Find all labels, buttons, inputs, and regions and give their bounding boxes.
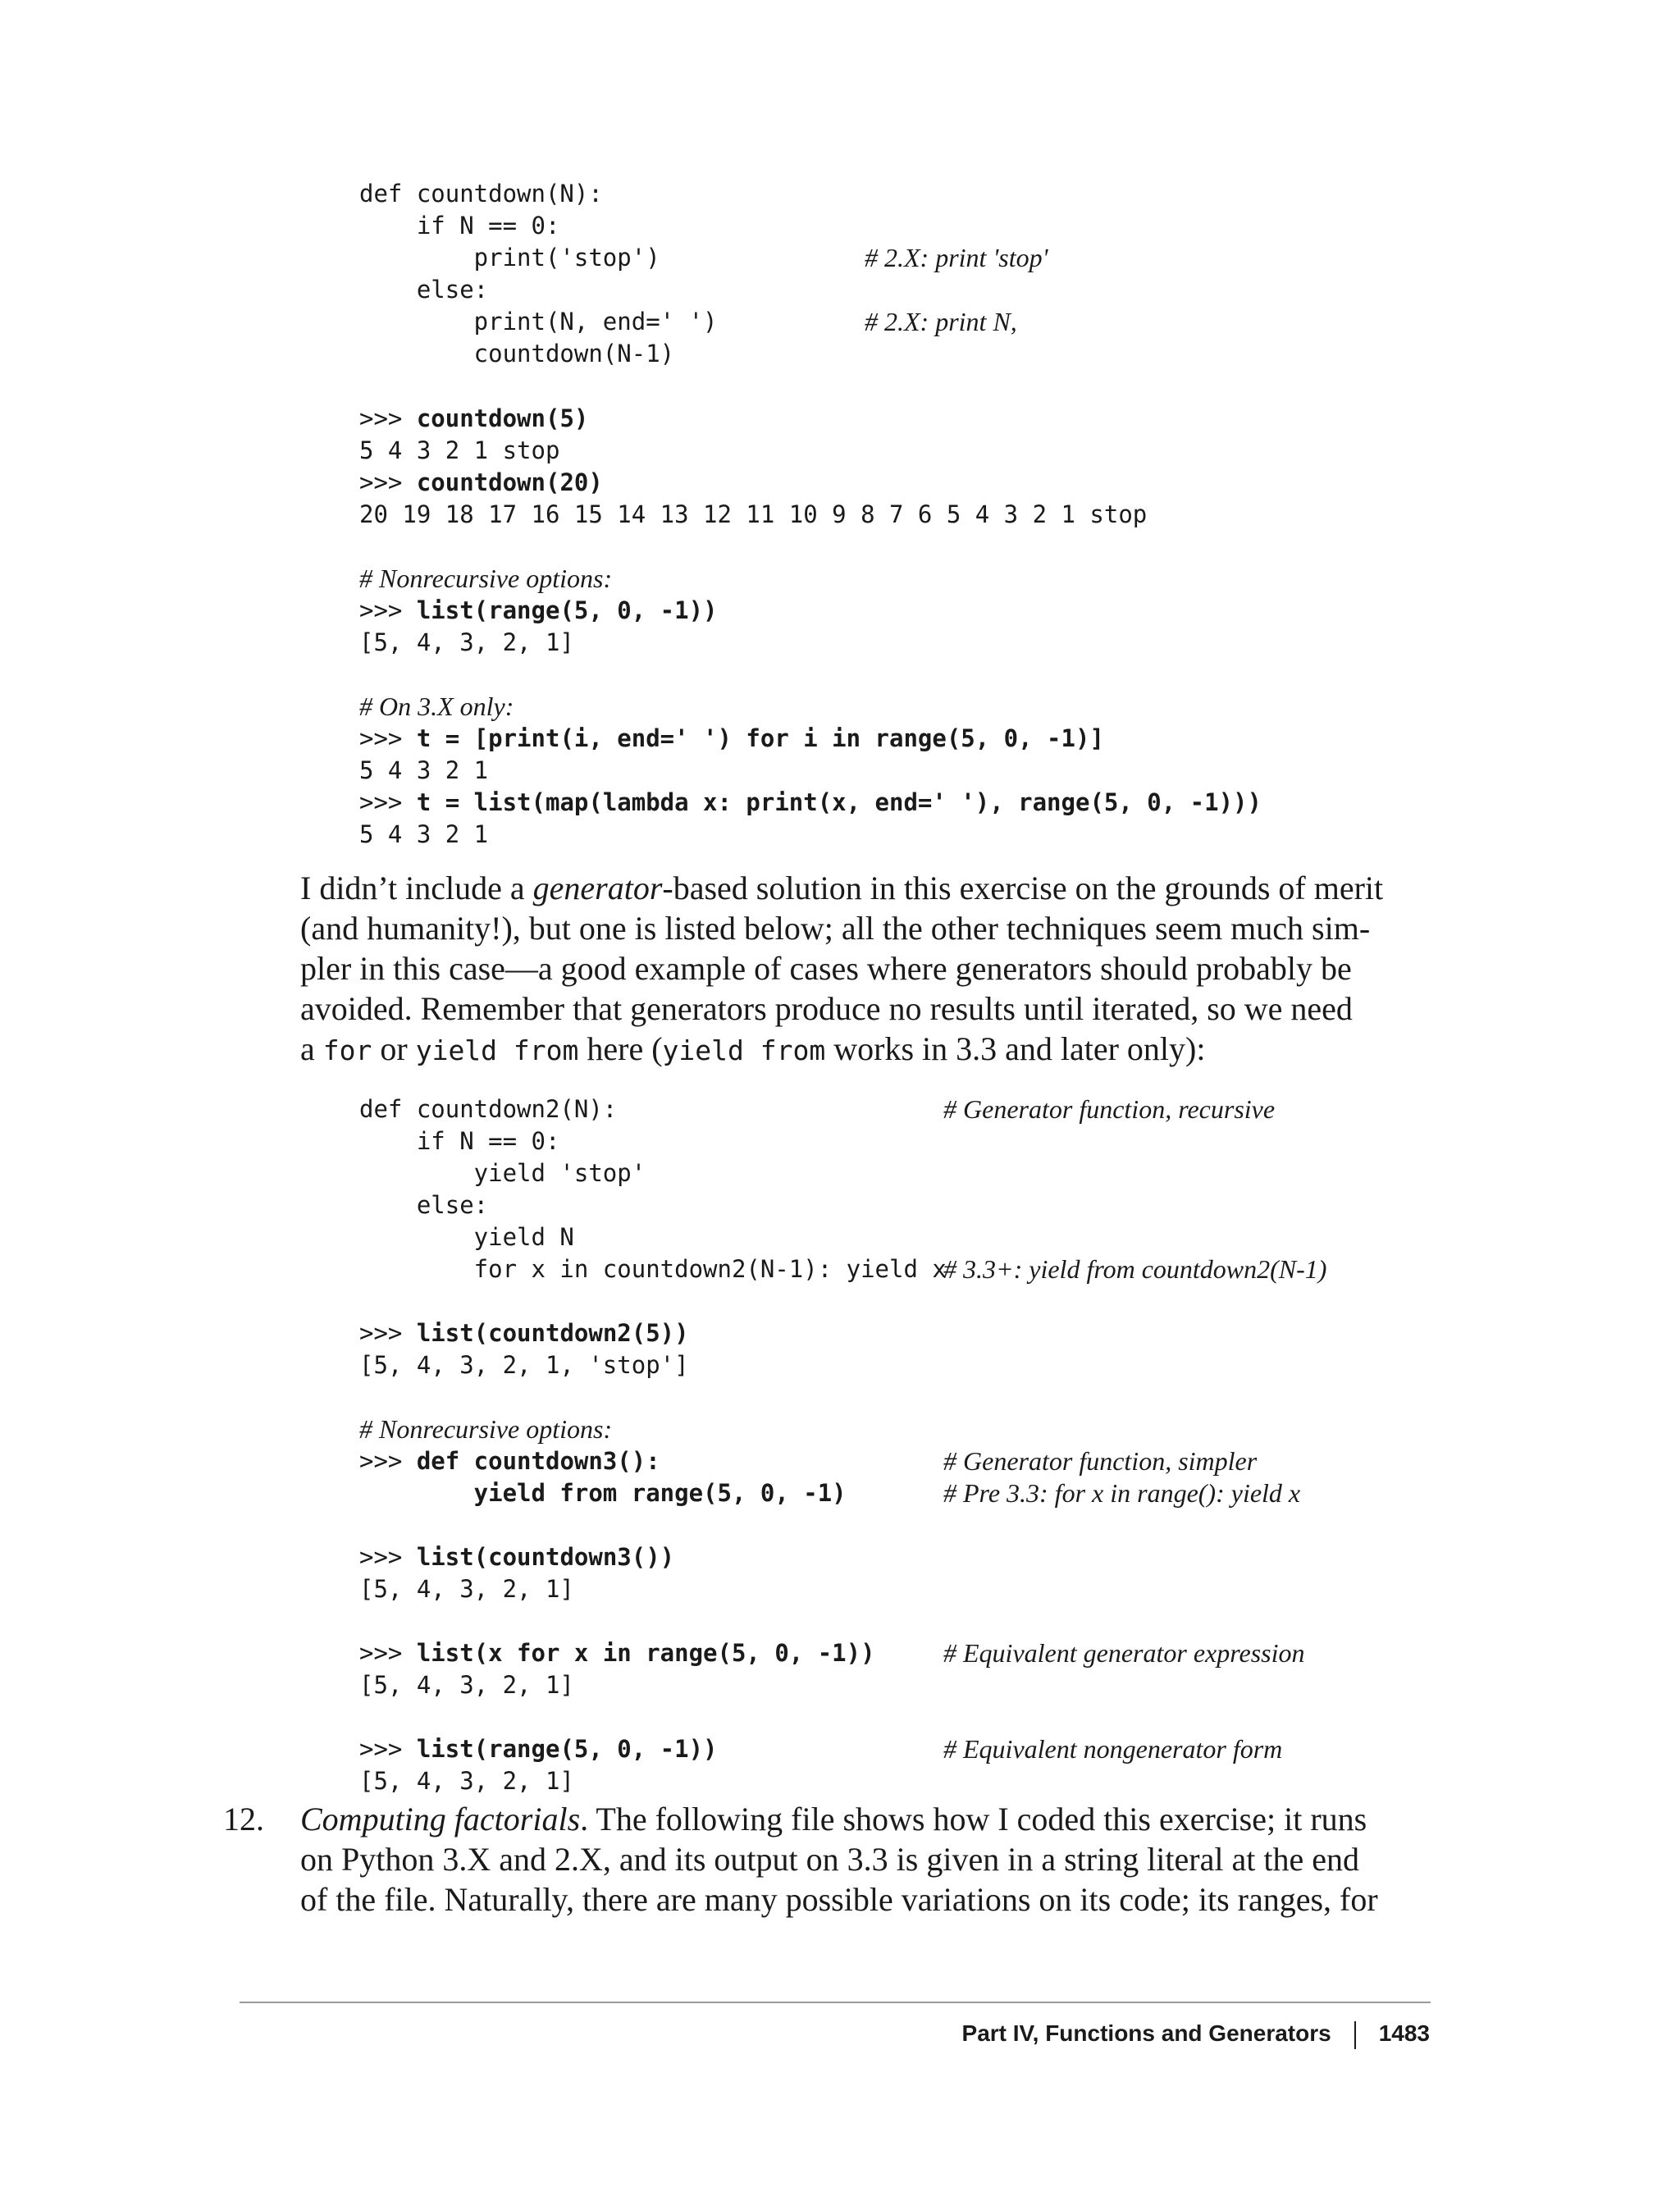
list-item-number: 12. — [223, 1801, 264, 1838]
code-comment: # 2.X: print N, — [865, 307, 1017, 336]
code-comment: # 3.3+: yield from countdown2(N-1) — [943, 1254, 1327, 1284]
code-comment: # Nonrecursive options: — [359, 564, 613, 593]
code-line-prompt: >>> list(countdown2(5)) — [359, 1319, 689, 1347]
code-comment: # Equivalent nongenerator form — [943, 1734, 1283, 1764]
code-comment: # Generator function, recursive — [943, 1094, 1276, 1124]
code-output: 5 4 3 2 1 stop — [359, 436, 560, 464]
code-output: 20 19 18 17 16 15 14 13 12 11 10 9 8 7 6 5 4 3 2 1 stop — [359, 500, 1148, 528]
code-output: 5 4 3 2 1 — [359, 820, 489, 848]
footer-separator — [1354, 2021, 1356, 2049]
paragraph-line: on Python 3.X and 2.X, and its output on 3.3 is given in a string literal at the end — [300, 1841, 1359, 1878]
footer-rule — [240, 2002, 1431, 2003]
paragraph-line: Computing factorials. The following file shows how I coded this exercise; it runs — [300, 1801, 1367, 1838]
code-line: if N == 0: — [359, 1127, 560, 1155]
code-line-prompt: >>> t = list(map(lambda x: print(x, end=' '), range(5, 0, -1))) — [359, 788, 1262, 816]
code-output: [5, 4, 3, 2, 1] — [359, 1671, 574, 1699]
page-number: 1483 — [1378, 2020, 1430, 2046]
paragraph-line: pler in this case—a good example of cases where generators should probably be — [300, 950, 1352, 987]
code-output: [5, 4, 3, 2, 1] — [359, 628, 574, 656]
paragraph-line: avoided. Remember that generators produce no results until iterated, so we need — [300, 990, 1353, 1027]
code-line: yield from range(5, 0, -1) — [359, 1479, 847, 1507]
paragraph-line: I didn’t include a generator-based solution in this exercise on the grounds of merit — [300, 870, 1384, 906]
code-line-prompt: >>> list(range(5, 0, -1)) — [359, 1735, 718, 1763]
code-line: def countdown2(N): — [359, 1095, 618, 1123]
page-footer — [962, 2017, 1430, 2050]
code-comment: # Equivalent generator expression — [943, 1638, 1305, 1668]
code-line-prompt: >>> list(x for x in range(5, 0, -1)) — [359, 1639, 875, 1667]
code-output: [5, 4, 3, 2, 1] — [359, 1767, 574, 1795]
code-line: countdown(N-1) — [359, 340, 675, 368]
code-line-prompt: >>> def countdown3(): — [359, 1447, 660, 1475]
code-line: print('stop') — [359, 244, 660, 272]
code-line: else: — [359, 1191, 489, 1219]
code-comment: # Generator function, simpler — [943, 1446, 1258, 1476]
code-comment: # Pre 3.3: for x in range(): yield x — [943, 1478, 1301, 1508]
code-line: yield 'stop' — [359, 1159, 646, 1187]
code-line-prompt: >>> list(range(5, 0, -1)) — [359, 596, 718, 624]
code-comment: # On 3.X only: — [359, 692, 514, 721]
code-line-prompt: >>> countdown(20) — [359, 468, 603, 496]
footer-section-title: Part IV, Functions and Generators — [961, 2020, 1331, 2046]
code-line: for x in countdown2(N-1): yield x — [359, 1255, 947, 1283]
code-line: else: — [359, 276, 489, 304]
code-output: [5, 4, 3, 2, 1, 'stop'] — [359, 1351, 689, 1379]
code-line: if N == 0: — [359, 212, 560, 240]
code-line-prompt: >>> t = [print(i, end=' ') for i in range(5, 0, -1)] — [359, 724, 1104, 752]
paragraph-line: a for or yield from here (yield from works in 3.3 and later only): — [300, 1030, 1206, 1067]
paragraph-line: of the file. Naturally, there are many possible variations on its code; its ranges, for — [300, 1881, 1378, 1918]
code-comment: # 2.X: print 'stop' — [865, 243, 1048, 272]
code-line: def countdown(N): — [359, 180, 603, 208]
code-output: 5 4 3 2 1 — [359, 756, 489, 784]
paragraph-line: (and humanity!), but one is listed below; all the other techniques seem much sim- — [300, 910, 1371, 947]
code-line: yield N — [359, 1223, 574, 1251]
code-line-prompt: >>> countdown(5) — [359, 404, 589, 432]
code-line-prompt: >>> list(countdown3()) — [359, 1543, 675, 1571]
code-line: print(N, end=' ') — [359, 308, 718, 336]
code-comment: # Nonrecursive options: — [359, 1414, 613, 1444]
code-output: [5, 4, 3, 2, 1] — [359, 1575, 574, 1603]
